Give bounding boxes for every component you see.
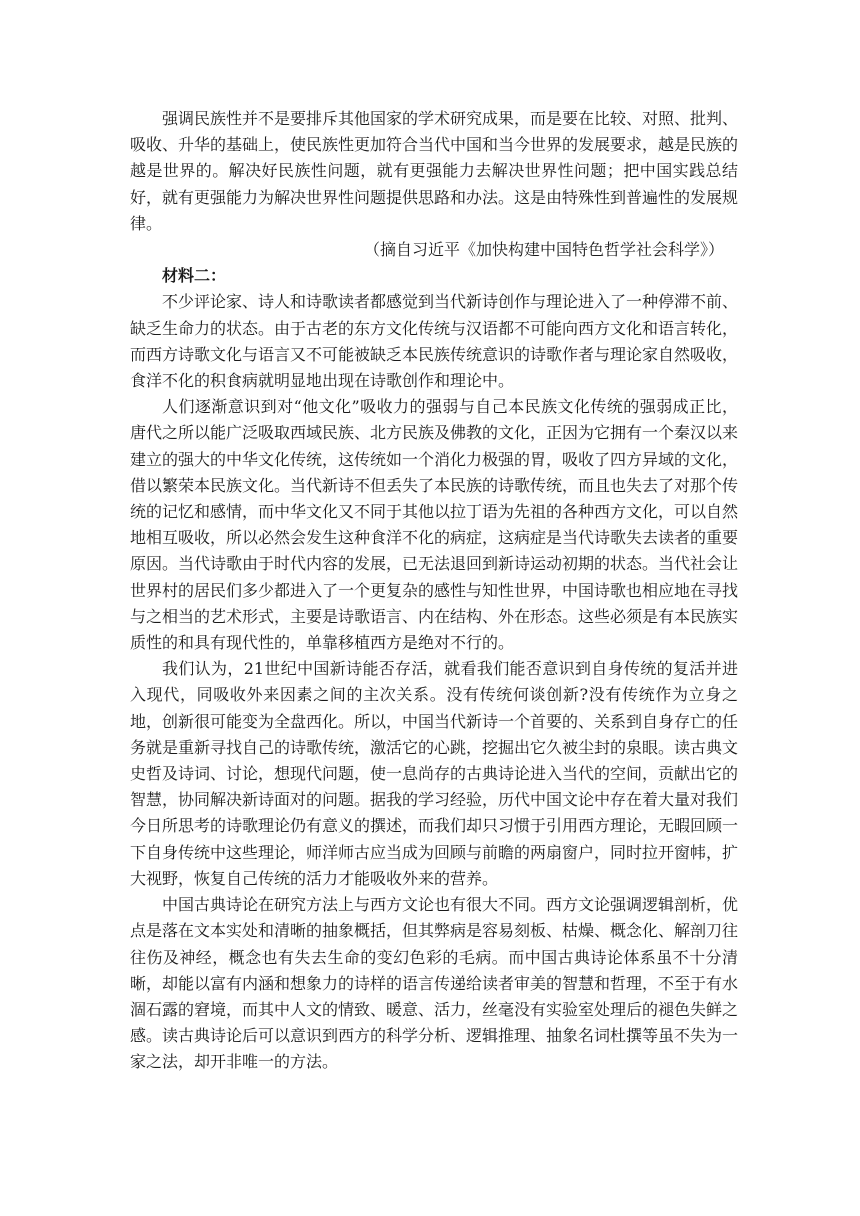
paragraph-ethnicity: 强调民族性并不是要排斥其他国家的学术研究成果，而是要在比较、对照、批判、吸收、升华的基础上，使民族性更加符合当代中国和当今世界的发展要求，越是民族的越是世界的。解决好民族性问题，就有更强能力去解决世界性问题；把中国实践总结好，就有更强能力为解决世界性问题提供思路和办法。这是由特殊性到普遍性的发展规律。 [130,109,739,233]
document-body [130,106,738,1076]
source-citation: （摘自习近平《加快构建中国特色哲学社会科学》） [363,240,724,260]
section-heading-material-two: 材料二： [162,266,227,286]
paragraph-absorption: 人们逐渐意识到对“他文化”吸收力的强弱与自己本民族文化传统的强弱成正比，唐代之所以能广泛吸取西域民族、北方民族及佛教的文化，正因为它拥有一个秦汉以来建立的强大的中华文化传统，这传统如一个消化力极强的胃，吸收了四方异域的文化，借以繁荣本民族文化。当代新诗不但丢失了本民族的诗歌传统，而且也失去了对那个传统的记忆和感情，而中华文化又不同于其他以拉丁语为先祖的各种西方文化，可以自然地相互吸收，所以必然会发生这种食洋不化的病症，这病症是当代诗歌失去读者的重要原因。当代诗歌由于时代内容的发展，已无法退回到新诗运动初期的状态。当代社会让世界村的居民们多少都进入了一个更复杂的感性与知性世界，中国诗歌也相应地在寻找与之相当的艺术形式，主要是诗歌语言、内在结构、外在形态。这些必须是有本民族实质性的和具有现代性的，单靠移植西方是绝对不行的。 [130,397,739,653]
paragraph-methods: 中国古典诗论在研究方法上与西方文论也有很大不同。西方文论强调逻辑剖析，优点是落在文本实处和清晰的抽象概括，但其弊病是容易刻板、枯燥、概念化、解剖刀往往伤及神经，概念也有失去生命的变幻色彩的毛病。而中国古典诗论体系虽不十分清晰，却能以富有内涵和想象力的诗样的语言传递给读者审美的智慧和哲理，不至于有水涸石露的窘境，而其中人文的情致、暖意、活力，丝毫没有实验室处理后的褪色失鲜之感。读古典诗论后可以意识到西方的科学分析、逻辑推理、抽象名词杜撰等虽不失为一家之法，却开非唯一的方法。 [130,895,739,1072]
paragraph-stagnation: 不少评论家、诗人和诗歌读者都感觉到当代新诗创作与理论进入了一种停滞不前、缺乏生命力的状态。由于古老的东方文化传统与汉语都不可能向西方文化和语言转化，而西方诗歌文化与语言又不可能被缺乏本民族传统意识的诗歌作者与理论家自然吸收，食洋不化的积食病就明显地出现在诗歌创作和理论中。 [130,292,739,391]
paragraph-tradition: 我们认为，21世纪中国新诗能否存活，就看我们能否意识到自身传统的复活并进入现代，同吸收外来因素之间的主次关系。没有传统何谈创新?没有传统作为立身之地，创新很可能变为全盘西化。所以，中国当代新诗一个首要的、关系到自身存亡的任务就是重新寻找自己的诗歌传统，激活它的心跳，挖掘出它久被尘封的泉眼。读古典文史哲及诗词、讨论，想现代问题，使一息尚存的古典诗论进入当代的空间，贡献出它的智慧，协同解决新诗面对的问题。据我的学习经验，历代中国文论中存在着大量对我们今日所思考的诗歌理论仍有意义的撰述，而我们却只习惯于引用西方理论，无暇回顾一下自身传统中这些理论，师洋师古应当成为回顾与前瞻的两扇窗户，同时拉开窗帏，扩大视野，恢复自己传统的活力才能吸收外来的营养。 [130,659,739,888]
